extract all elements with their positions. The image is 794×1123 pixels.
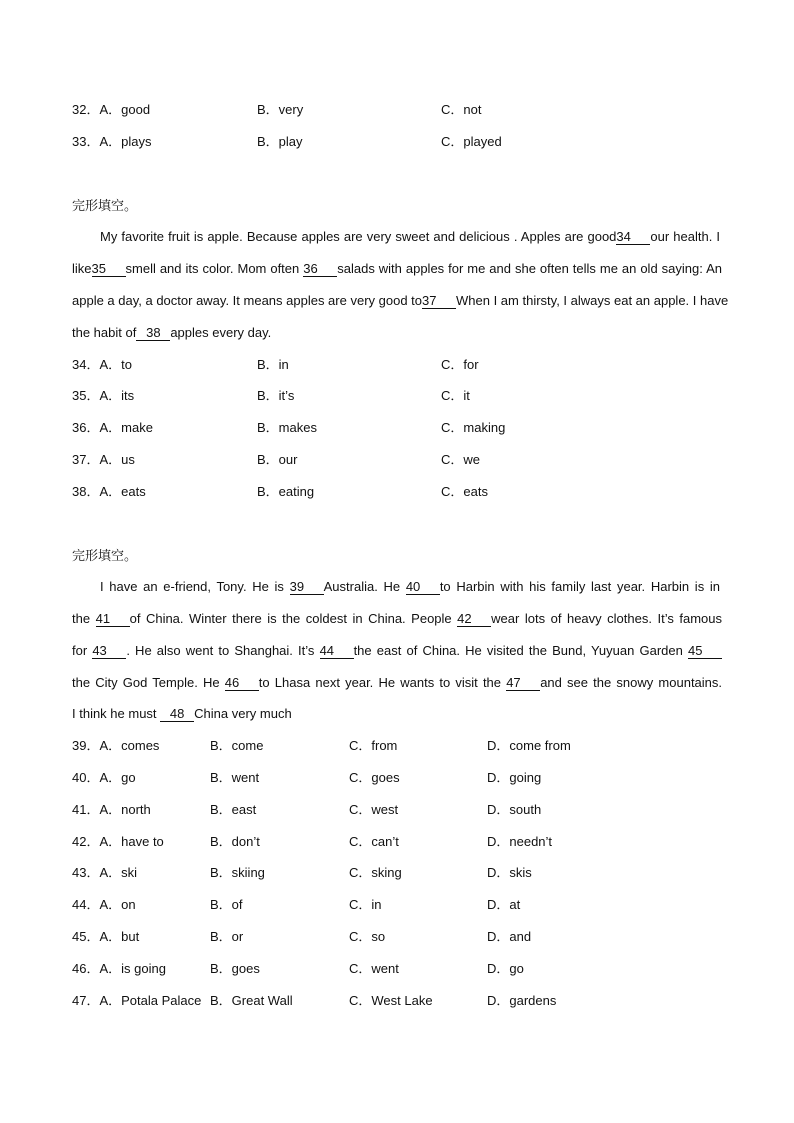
question-32: [72, 100, 734, 120]
passage-line: the habit of 38 apples every day.: [72, 325, 272, 340]
option-b: B．in: [257, 357, 289, 372]
option-c: C．west: [349, 802, 399, 817]
option-b: B．eating: [257, 484, 315, 499]
option-c: C．can’t: [349, 834, 399, 849]
option-b: B．it’s: [257, 388, 295, 403]
option-d: D．south: [487, 802, 542, 817]
blank-42: 42: [457, 612, 491, 627]
blank-43: 43: [92, 644, 126, 659]
option-a: 40．A．go: [72, 770, 136, 785]
option-a: 43．A．ski: [72, 865, 138, 880]
passage-line: the City God Temple. He 46 to Lhasa next year. He wants to visit the 47 and see the snowy mountains.: [72, 675, 723, 690]
option-a: 46．A．is going: [72, 961, 166, 976]
option-d: D．going: [487, 770, 542, 785]
section-heading: 完形填空。: [72, 198, 138, 213]
question-40: [72, 768, 734, 788]
question-43: [72, 863, 734, 883]
option-d: D．go: [487, 961, 524, 976]
passage-line: I think he must 48 China very much: [72, 706, 292, 721]
option-b: B．our: [257, 452, 298, 467]
blank-47: 47: [506, 676, 540, 691]
option-c: C．played: [441, 134, 502, 149]
blank-45: 45: [688, 644, 722, 659]
blank-41: 41: [96, 612, 130, 627]
question-45: [72, 927, 734, 947]
option-a: 34．A．to: [72, 357, 132, 372]
option-d: D．needn’t: [487, 834, 553, 849]
option-a: 41．A．north: [72, 802, 151, 817]
option-a: 39．A．comes: [72, 738, 160, 753]
question-33: [72, 132, 734, 152]
blank-39: 39: [290, 580, 324, 595]
passage-line: My favorite fruit is apple. Because apples are very sweet and delicious . Apples are good34 our health. I: [100, 229, 721, 244]
blank-35: 35: [92, 262, 126, 277]
blank-48: 48: [160, 707, 194, 722]
passage-line: for 43 . He also went to Shanghai. It’s 44 the east of China. He visited the Bund, Yuyuan Garden 45: [72, 641, 722, 661]
question-41: [72, 800, 734, 820]
option-a: 37．A．us: [72, 452, 135, 467]
passage-line: like35 smell and its color. Mom often 36 salads with apples for me and she often tells me an old saying: An: [72, 261, 722, 276]
question-44: [72, 895, 734, 915]
option-c: C．goes: [349, 770, 400, 785]
passage-line: the 41 of China. Winter there is the coldest in China. People 42 wear lots of heavy clothes. It’s famous: [72, 611, 723, 626]
blank-40: 40: [406, 580, 440, 595]
option-b: B．east: [210, 802, 257, 817]
blank-44: 44: [320, 644, 354, 659]
option-d: D．at: [487, 897, 521, 912]
option-c: C．sking: [349, 865, 402, 880]
option-c: C．in: [349, 897, 382, 912]
option-c: C．from: [349, 738, 398, 753]
option-b: B．very: [257, 102, 304, 117]
option-b: B．or: [210, 929, 244, 944]
passage-line: I have an e-friend, Tony. He is 39 Australia. He 40 to Harbin with his family last year. Harbin is in: [100, 579, 720, 594]
option-c: C．we: [441, 452, 481, 467]
question-35: [72, 386, 734, 406]
question-47: [72, 991, 734, 1011]
option-a: 33．A．plays: [72, 134, 152, 149]
option-b: B．makes: [257, 420, 317, 435]
option-d: D．and: [487, 929, 532, 944]
option-c: C．West Lake: [349, 993, 433, 1008]
option-a: 32．A．good: [72, 102, 151, 117]
blank-37: 37: [422, 294, 456, 309]
option-b: B．went: [210, 770, 260, 785]
option-a: 44．A．on: [72, 897, 136, 912]
option-b: B．play: [257, 134, 303, 149]
option-d: D．gardens: [487, 993, 557, 1008]
option-c: C．for: [441, 357, 479, 372]
blank-36: 36: [303, 262, 337, 277]
question-34: [72, 355, 734, 375]
blank-46: 46: [225, 676, 259, 691]
option-a: 47．A．Potala Palace: [72, 993, 202, 1008]
option-d: D．come from: [487, 738, 571, 753]
section-heading: 完形填空。: [72, 548, 138, 563]
option-b: B．of: [210, 897, 243, 912]
option-a: 38．A．eats: [72, 484, 146, 499]
option-b: B．Great Wall: [210, 993, 293, 1008]
question-37: [72, 450, 734, 470]
option-b: B．don’t: [210, 834, 260, 849]
option-d: D．skis: [487, 865, 532, 880]
option-b: B．skiing: [210, 865, 265, 880]
option-a: 36．A．make: [72, 420, 153, 435]
option-c: C．eats: [441, 484, 488, 499]
option-a: 35．A．its: [72, 388, 135, 403]
option-a: 42．A．have to: [72, 834, 164, 849]
option-c: C．making: [441, 420, 506, 435]
question-46: [72, 959, 734, 979]
passage-line: apple a day, a doctor away. It means apples are very good to37 When I am thirsty, I always eat an apple. I have: [72, 293, 729, 308]
question-36: [72, 418, 734, 438]
option-c: C．went: [349, 961, 399, 976]
option-c: C．so: [349, 929, 386, 944]
option-c: C．not: [441, 102, 482, 117]
option-b: B．goes: [210, 961, 260, 976]
question-42: [72, 832, 734, 852]
blank-38: 38: [136, 326, 170, 341]
option-a: 45．A．but: [72, 929, 140, 944]
question-39: [72, 736, 734, 756]
blank-34: 34: [616, 230, 650, 245]
option-c: C．it: [441, 388, 470, 403]
option-b: B．come: [210, 738, 264, 753]
question-38: [72, 482, 734, 502]
